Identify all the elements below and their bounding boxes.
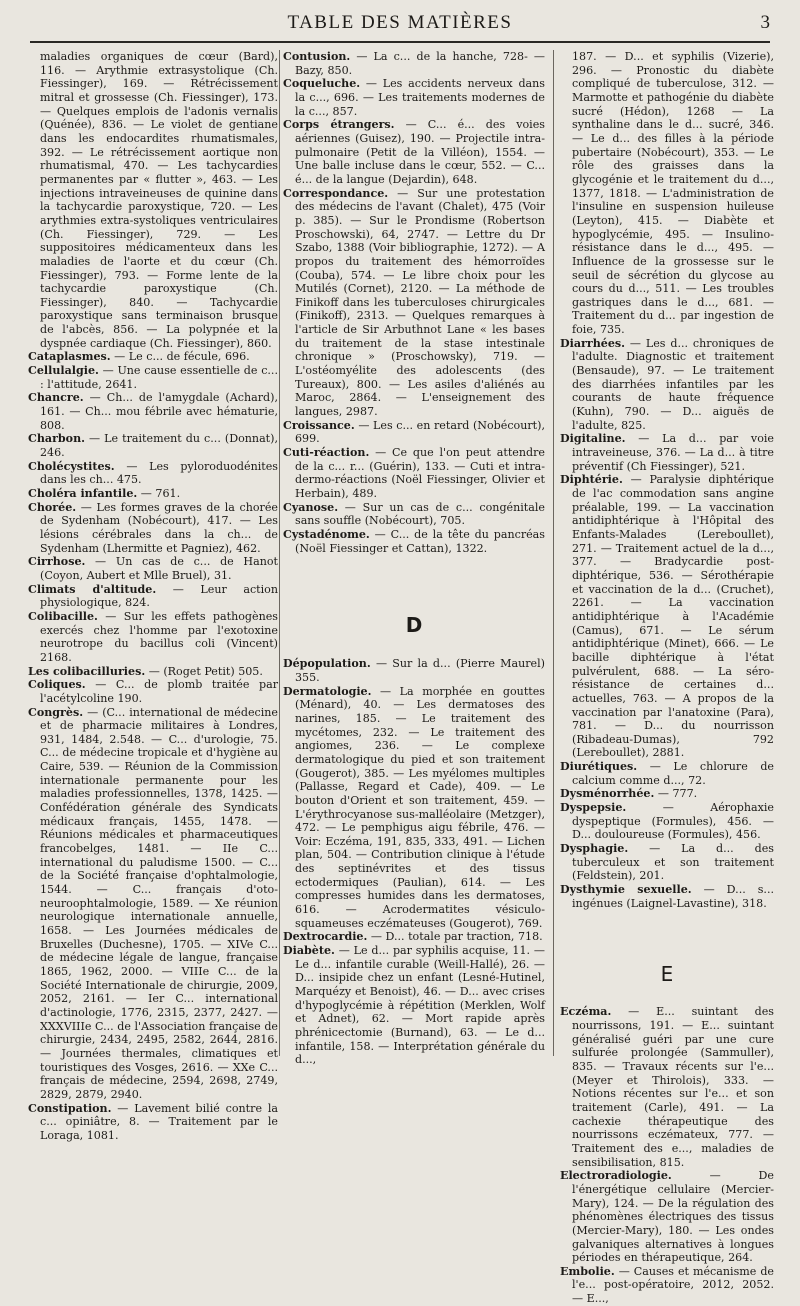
entry-heading: Cataplasmes.: [28, 350, 111, 364]
entry-text: — C... de plomb traitée par l'acétylcoline 190.: [40, 678, 278, 705]
index-entry: [283, 50, 545, 77]
index-entry: [283, 685, 545, 931]
entry-text: — La morphée en gouttes (Ménard), 40. — Les dermatoses des narines, 185. — Le traitement des mycétomes, 232. — Le traitement des angiomes, 236. — Le complexe dermatologique du pied et son traitement (Gougerot), 385. — Les myélomes multiples (Pallasse, Regard et Cade), 409. — Le bouton d'Orient et son traitement, 459. — L'érythrocyanose sus-malléolaire (Metzger), 472. — Le pemphigus aigu fébrile, 476. — Voir: Eczéma, 191, 835, 333, 491. — Lichen plan, 504. — Contribution clinique à l'étude des septinévrites et des tissus ectodermiques (Paulian), 614. — Les compresses humides dans les dermatoses, 616. — Acrodermatites vésiculo-squameuses eczémateuses (Gougerot), 769.: [295, 684, 545, 930]
entry-text: — Sur un cas de c... congénitale sans souffle (Nobécourt), 705.: [295, 500, 545, 528]
entry-heading: Cellulalgie.: [28, 364, 99, 378]
index-entry: [283, 657, 545, 684]
index-column-right: [560, 50, 774, 1306]
index-entry: [560, 842, 774, 883]
entry-text: — Les accidents nerveux dans la c..., 696. — Les traitements modernes de la c..., 857.: [295, 77, 545, 118]
entry-heading: Diurétiques.: [560, 760, 638, 774]
entry-text: — E... suintant des nourrissons, 191. — E... suintant généralisé guéri par une cure sulfurée prolongée (Sammuller), 835. — Travaux récents sur l'e... (Meyer et Thirolois), 333. — Notions récentes sur l'e... et son traitement (Carle), 491. — La cachexie thérapeutique des nourrissons eczémateux, 777. — Traitement des e..., maladies de sensibilisation, 815.: [572, 1005, 774, 1169]
entry-heading: Cystadénome.: [283, 527, 370, 541]
entry-text: — Causes et mécanisme de l'e... post-opératoire, 2012, 2052. — E...,: [572, 1264, 774, 1306]
entry-text: — Une cause essentielle de c... : l'attitude, 2641.: [40, 364, 278, 391]
entry-heading: Eczéma.: [560, 1005, 612, 1019]
index-column-left: [28, 50, 278, 1142]
index-entry: [28, 432, 278, 459]
index-entry: [28, 350, 278, 364]
entry-heading: Dysménorrhée.: [560, 787, 655, 801]
entry-text: maladies organiques de cœur (Bard), 116. — Arythmie extrasystolique (Ch. Fiessinger), 169. — Rétrécissement mitral et grossesse (Ch. Fiessinger), 173. — Quelques emplois de l'adonis vernalis (Quénée), 836. — Le violet de gentiane dans les endocardites rhumatismales, 392. — Le rétrécissement aortique non rhumatismal, 470. — Les tachycardies permanentes par « flutter », 463. — Les injections intraveineuses de quinine dans la tachycardie paroxystique, 720. — Les arythmies extra-systoliques ventriculaires (Ch. Fiessinger), 729. — Les suppositoires médicamenteux dans les maladies de l'aorte et du cœur (Ch. Fiessinger), 793. — Forme lente de la tachycardie paroxystique (Ch. Fiessinger), 840. — Tachycardie paroxystique sans terminaison brusque de l'abcès, 856. — La polypnée et la dyspnée cardiaque (Ch. Fiessinger), 860.: [40, 50, 278, 350]
entry-text: — Le chlorure de calcium comme d..., 72.: [572, 760, 774, 787]
column-separator: [553, 50, 554, 1056]
header-rule: [30, 41, 770, 43]
entry-heading: Dysphagie.: [560, 842, 629, 856]
entry-heading: Diarrhées.: [560, 336, 626, 350]
index-entry: [28, 364, 278, 391]
entry-heading: Correspondance.: [283, 186, 389, 200]
entry-list: [28, 50, 278, 1143]
page-header: [0, 0, 800, 48]
entry-text: — Le d... par syphilis acquise, 11. — Le d... infantile curable (Weill-Hallé), 26. — D... insipide chez un enfant (Lesné-Hutinel, Marquézy et Benoist), 46. — D... avec crises d'hypoglycémie à répétition (Merklen, Wolf et Adnet), 62. — Mort rapide après phrénicectomie (Burnand), 63. — Le d... infantile, 158. — Interprétation générale du d...,: [295, 944, 545, 1067]
index-entry: [283, 419, 545, 446]
entry-heading: Dextrocardie.: [283, 930, 368, 944]
entry-text: — (C... international de médecine et de pharmacie militaires à Londres, 931, 1484, 2.548. — C... d'urologie, 75. C... de médecine tropicale et d'hygiène au Caire, 539. — Réunion de la Commission internationale permanente pour les maladies professionnelles, 1378, 1425. — Confédération générale des Syndicats médicaux français, 1455, 1478. — Réunions médicales et pharmaceutiques francobelges, 1481. — IIe C... international du paludisme 1500. — C... de la Société française d'ophtalmologie, 1544. — C... français d'oto-neuroophtalmologie, 1589. — Xe réunion neurologique internationale annuelle, 1658. — Les Journées médicales de Bruxelles (Duchesne), 1705. — XIVe C... de médecine légale de langue, française 1865, 1962, 2000. — VIIIe C... de la Société Internationale de chirurgie, 2009, 2052, 2161. — Ier C... international d'actinologie, 1776, 2315, 2377, 2427. — XXXVIIIe C... de l'Association française de chirurgie, 2434, 2495, 2582, 2644, 2816. — Journées thermales, climatiques et touristiques des Vosges, 2616. — XXe C... français de médecine, 2594, 2698, 2749, 2829, 2879, 2940.: [40, 705, 278, 1101]
entry-text: 187. — D... et syphilis (Vizerie), 296. — Pronostic du diabète compliqué de tuberculose, 312. — Marmotte et pathogénie du diabète sucré (Hédon), 1268 — La synthaline dans le d... sucré, 346. — Le d... des filles à la période pubertaire (Nobécourt), 353. — Le rôle des graisses dans la glycogénie et le traitement du d..., 1377, 1818. — L'administration de l'insuline en suspension huileuse (Leyton), 415. — Diabète et hypoglycémie, 495. — Insulino-résistance dans le d..., 495. — Influence de la grossesse sur le seuil de sécrétion du glycose au cours du d..., 511. — Les troubles gastriques dans le d..., 681. — Traitement du d... par ingestion de foie, 735.: [572, 50, 774, 337]
index-entry: [28, 555, 278, 582]
entry-text: — Ch... de l'amygdale (Achard), 161. — Ch... mou fébrile avec hématurie, 808.: [40, 391, 278, 432]
entry-heading: Choléra infantile.: [28, 487, 138, 500]
index-entry: [28, 487, 278, 501]
entry-text: — La c... de la hanche, 728- — Bazy, 850.: [295, 50, 545, 77]
entry-heading: Colibacille.: [28, 609, 98, 623]
running-title: TABLE DES MATIÈRES: [287, 12, 513, 33]
entry-text: — C... é... des voies aériennes (Guisez), 190. — Projectile intra-pulmonaire (Petit de la Villéon), 1554. — Une balle incluse dans le cœur, 552. — C... é... de la langue (Dejardin), 648.: [295, 118, 545, 186]
entry-text: — D... totale par traction, 718.: [367, 930, 543, 944]
index-entry: [28, 706, 278, 1102]
entry-text: — De l'énergétique cellulaire (Mercier-Mary), 124. — De la régulation des phénomènes électriques des tissus (Mercier-Mary), 180. — Les ondes galvaniques alternatives à longues périodes en thérapeutique, 264.: [572, 1169, 774, 1265]
entry-text: — Sur une protestation des médecins de l'avant (Chalet), 475 (Voir p. 385). — Sur le Prondisme (Robertson Proschowski), 64, 2747. — Lettre du Dr Szabo, 1388 (Voir bibliographie, 1272). — A propos du traitement des hémorroïdes (Couba), 574. — Le libre choix pour les Mutilés (Cornet), 2120. — La méthode de Finikoff dans les tuberculoses chirurgicales (Finikoff), 2313. — Quelques remarques à l'article de Sir Arbuthnot Lane « les bases du traitement de la stase intestinale chronique » (Proschowsky), 719. — L'ostéomyélite des adolescents (des Tureaux), 800. — Les asiles d'aliénés au Maroc, 2864. — L'enseignement des langues, 2987.: [295, 186, 545, 419]
index-entry: [560, 883, 774, 910]
section-letter-d: D: [405, 613, 423, 638]
index-entry: [560, 1169, 774, 1265]
entry-heading: Climats d'altitude.: [28, 582, 157, 596]
entry-heading: Contusion.: [283, 50, 351, 63]
index-entry: [28, 501, 278, 556]
index-entry: [560, 787, 774, 801]
entry-heading: Corps étrangers.: [283, 118, 395, 132]
entry-text: — La d... par voie intraveineuse, 376. — La d... à titre préventif (Ch Fiessinger), 521.: [572, 432, 774, 473]
index-entry: [283, 446, 545, 501]
entry-text: — Les formes graves de la chorée de Sydenham (Nobécourt), 417. — Les lésions cérébrales dans la ch... de Sydenham (Lhermitte et Pagniez), 462.: [40, 500, 278, 555]
entry-list: [560, 1005, 774, 1305]
entry-text: — Un cas de c... de Hanot (Coyon, Aubert et Mlle Bruel), 31.: [40, 555, 278, 582]
column-separator: [279, 50, 280, 1056]
index-entry: [560, 337, 774, 433]
entry-heading: Constipation.: [28, 1101, 112, 1115]
entry-heading: Cirrhose.: [28, 555, 86, 569]
index-entry: [560, 1265, 774, 1306]
entry-heading: Cyanose.: [283, 500, 339, 514]
page-number: 3: [760, 12, 770, 33]
entry-text: — 761.: [137, 487, 181, 500]
index-column-middle: [283, 50, 545, 1067]
entry-text: — D... s... ingénues (Laignel-Lavastine), 318.: [572, 883, 774, 910]
index-entry: [283, 528, 545, 555]
entry-heading: Coqueluche.: [283, 77, 361, 91]
index-entry: [283, 930, 545, 944]
entry-heading: Chancre.: [28, 391, 84, 405]
index-entry: [283, 944, 545, 1067]
entry-heading: Charbon.: [28, 432, 86, 446]
entry-heading: Les colibacilluries.: [28, 664, 146, 678]
entry-list: [283, 657, 545, 1067]
entry-text: — Les pyloroduodénites dans les ch... 475.: [40, 459, 278, 487]
entry-text: — Paralysie diphtérique de l'ac commodation sans angine préalable, 199. — La vaccination antidiphtérique à l'Hôpital des Enfants-Malades (Lereboullet), 271. — Traitement actuel de la d..., 377. — Bradycardie post-diphtérique, 536. — Sérothérapie et vaccination de la d... (Cruchet), 2261. — La vaccination antidiphtérique à l'Académie (Camus), 671. — Le sérum antidiphtérique (Minet), 666. — Le bacille diphtérique à l'état pulvérulent, 688. — La séro-résistance de certaines d... actuelles, 763. — A propos de la vaccination par l'anatoxine (Para), 781. — D... du nourrisson (Ribadeau-Dumas), 792 (Lereboullet), 2881.: [572, 473, 774, 760]
entry-heading: Croissance.: [283, 418, 355, 432]
index-entry: [28, 50, 278, 350]
index-entry: [28, 1102, 278, 1143]
index-entry: [28, 460, 278, 487]
index-entry: [560, 760, 774, 787]
entry-text: — 777.: [654, 787, 698, 801]
entry-heading: Chorée.: [28, 500, 77, 514]
entry-text: — Le traitement du c... (Donnat), 246.: [40, 432, 278, 460]
entry-heading: Cuti-réaction.: [283, 446, 370, 460]
entry-text: — La d... des tuberculeux et son traitement (Feldstein), 201.: [572, 842, 774, 883]
entry-text: — Les d... chroniques de l'adulte. Diagnostic et traitement (Bensaude), 97. — Le traitement des diarrhées infantiles par les courants de haute fréquence (Kuhn), 790. — D... aiguës de l'adulte, 825.: [572, 336, 774, 432]
entry-heading: Cholécystites.: [28, 459, 115, 473]
entry-heading: Dermatologie.: [283, 684, 372, 698]
entry-heading: Diphtérie.: [560, 473, 623, 487]
index-entry: [28, 678, 278, 705]
entry-text: — (Roget Petit) 505.: [145, 664, 263, 678]
entry-heading: Electroradiologie.: [560, 1169, 672, 1183]
entry-text: — Sur la d... (Pierre Maurel) 355.: [295, 657, 545, 684]
entry-text: — Sur les effets pathogènes exercés chez l'homme par l'exotoxine neurotrope du bacillus coli (Vincent) 2168.: [40, 609, 278, 664]
index-entry: [283, 118, 545, 186]
entry-text: — Leur action physiologique, 824.: [40, 582, 278, 610]
index-entry: [560, 801, 774, 842]
entry-text: — C... de la tête du pancréas (Noël Fiessinger et Cattan), 1322.: [295, 527, 545, 555]
index-entry: [283, 77, 545, 118]
entry-heading: Congrès.: [28, 705, 84, 719]
index-entry: [28, 610, 278, 665]
entry-heading: Dyspepsie.: [560, 801, 627, 815]
entry-list: [560, 50, 774, 910]
index-entry: [283, 187, 545, 419]
entry-text: — Le c... de fécule, 696.: [110, 350, 250, 364]
entry-heading: Dysthymie sexuelle.: [560, 883, 692, 897]
entry-text: — Aérophaxie dyspeptique (Formules), 456. — D... douloureuse (Formules), 456.: [572, 801, 774, 842]
entry-heading: Digitaline.: [560, 432, 626, 446]
entry-list: [283, 50, 545, 555]
index-entry: [560, 432, 774, 473]
index-entry: [283, 501, 545, 528]
index-entry: [560, 50, 774, 337]
entry-heading: Dépopulation.: [283, 657, 371, 671]
entry-heading: Coliques.: [28, 678, 86, 692]
section-letter-e: E: [660, 962, 674, 987]
index-entry: [28, 583, 278, 610]
index-entry: [28, 665, 278, 679]
entry-text: — Les c... en retard (Nobécourt), 699.: [295, 418, 545, 446]
entry-text: — Lavement bilié contre la c... opiniâtre, 8. — Traitement par le Loraga, 1081.: [40, 1101, 278, 1142]
entry-heading: Diabète.: [283, 944, 335, 958]
index-entry: [28, 391, 278, 432]
entry-text: — Ce que l'on peut attendre de la c... r... (Guérin), 133. — Cuti et intra-dermo-réactions (Noël Fiessinger, Olivier et Herbain), 489.: [295, 446, 545, 500]
entry-heading: Embolie.: [560, 1264, 615, 1278]
index-entry: [560, 1005, 774, 1169]
index-entry: [560, 473, 774, 760]
